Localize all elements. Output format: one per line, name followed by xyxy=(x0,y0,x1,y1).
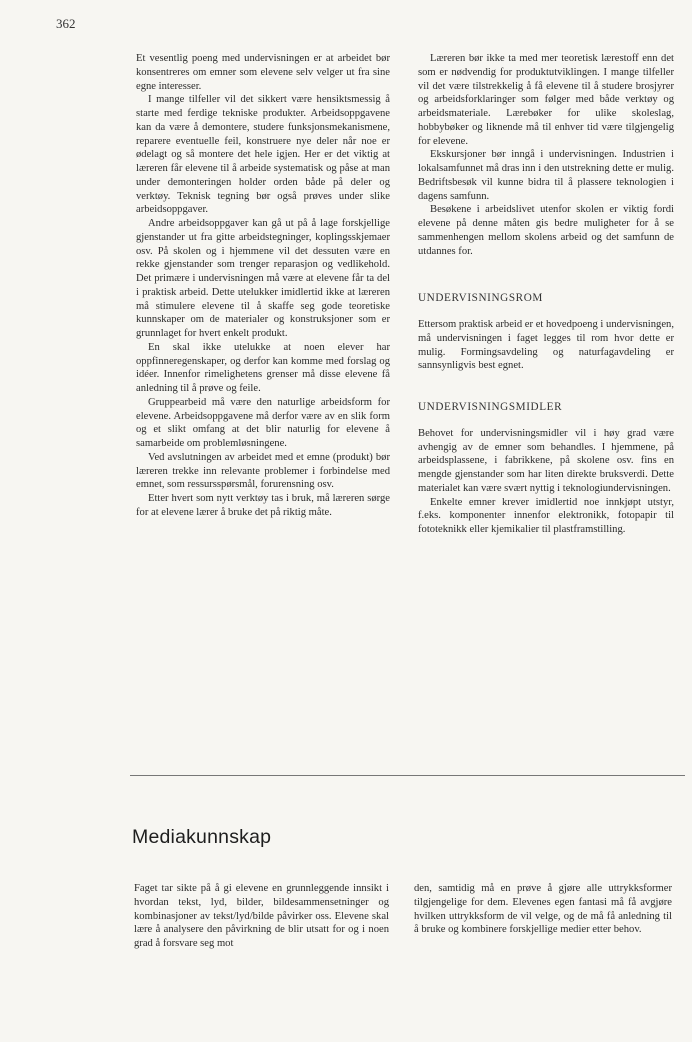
paragraph: En skal ikke utelukke at noen elever har oppfinneregenskaper, og derfor kan komme med forslag og idéer. Innenfor rimelighetens grenser må disse elevene få anledning til å prøve og feile. xyxy=(136,341,390,394)
page-number: 362 xyxy=(56,16,76,31)
paragraph: Læreren bør ikke ta med mer teoretisk lærestoff enn det som er nødvendig for produktutviklingen. I mange tilfeller vil det være tilstrekkelig å få elevene til å studere brosjyrer og arbeidsforklaringer som følger med både verktøy og arbeidsmateriale. Lærebøker for ulike skoleslag, hobbybøker og liknende må til enhver tid være tilgjengelig for elevene. xyxy=(418,53,674,147)
paragraph: Besøkene i arbeidslivet utenfor skolen er viktig fordi elevene på denne måten gis bedre muligheter for å se sammenhengen mellom skolens arbeid og det samfunn de utdannes for. xyxy=(418,204,674,257)
media-left-column xyxy=(134,882,389,951)
section-heading-undervisningsrom: UNDERVISNINGSROM xyxy=(418,292,543,305)
paragraph: Ved avslutningen av arbeidet med et emne (produkt) bør læreren trekke inn relevante problemer i forbindelse med emnet, som ressursspørsmål, forurensning osv. xyxy=(136,451,390,491)
paragraph: I mange tilfeller vil det sikkert være hensiktsmessig å starte med ferdige tekniske produkter. Arbeidsoppgavene kan da være å demontere, studere funksjonsmekanismene, reparere eventuelle feil, konstruere nye deler når noe er ødelagt og så montere det hele igjen. Her er det viktig at læreren får elevene til å arbeide systematisk og påse at man under demonteringen holder orden både på deler og verktøy. Teknisk tegning bør også prøves under slike arbeidsoppgaver. xyxy=(136,94,390,216)
section-heading-undervisningsmidler: UNDERVISNINGSMIDLER xyxy=(418,401,563,413)
media-right-column xyxy=(414,882,672,937)
paragraph: Et vesentlig poeng med undervisningen er at arbeidet bør konsentreres om emner som elevene selv velger ut fra sine egne interesser. xyxy=(136,53,390,92)
paragraph: Faget tar sikte på å gi elevene en grunnleggende innsikt i hvordan tekst, lyd, bilder, bildesammensetninger og kombinasjoner av tekst/lyd/bilde påvirker oss. Elevene skal lære å analysere den påvirkning de blir utsatt for og i noen grad å forsvare seg mot xyxy=(134,883,389,949)
paragraph: den, samtidig må en prøve å gjøre alle uttrykksformer tilgjengelige for dem. Elevenes egen fantasi må få avgjøre hvilken uttrykksform de vil velge, og de må få anledning til å bruke og kombinere forskjellige medier etter behov. xyxy=(414,883,672,936)
paragraph: Ettersom praktisk arbeid er et hovedpoeng i undervisningen, må undervisningen i faget legges til rom hvor dette er mulig. Formingsavdeling og naturfagavdeling er sannsynligvis best egnet. xyxy=(418,319,674,372)
left-text-column xyxy=(136,52,390,520)
section-title-mediakunnskap: Mediakunnskap xyxy=(132,826,272,848)
section-divider xyxy=(130,775,685,776)
paragraph: Gruppearbeid må være den naturlige arbeidsform for elevene. Arbeidsoppgavene må derfor være av en slik form og et slikt omfang at det blir naturlig for elevene å samarbeide om problemløsningene. xyxy=(136,396,390,449)
paragraph: Etter hvert som nytt verktøy tas i bruk, må læreren sørge for at elevene lærer å bruke det på riktig måte. xyxy=(136,493,390,518)
paragraph: Ekskursjoner bør inngå i undervisningen. Industrien i lokalsamfunnet må dras inn i den utstrekning dette er mulig. Bedriftsbesøk vil kunne bidra til å plassere teknologien i dagens samfunn. xyxy=(418,149,674,202)
paragraph: Andre arbeidsoppgaver kan gå ut på å lage forskjellige gjenstander ut fra gitte arbeidstegninger, koplingsskjemaer osv. På skolen og i hjemmene vil det dessuten være en rekke gjenstander som trenger reparasjon og vedlikehold. Det primære i undervisningen må være at elevene får ta del i praktisk arbeid. Dette utelukker imidlertid ikke at læreren må stimulere elevene til å skaffe seg gode teoretiske kunnskaper om de materialer og konstruksjoner som er grunnlaget for hvert enkelt produkt. xyxy=(136,218,390,339)
paragraph: Enkelte emner krever imidlertid noe innkjøpt utstyr, f.eks. komponenter innenfor elektronikk, fotopapir til fototeknikk eller kjemikalier til plastframstilling. xyxy=(418,496,674,535)
right-text-column xyxy=(418,52,674,537)
paragraph: Behovet for undervisningsmidler vil i høy grad være avhengig av de emner som behandles. I hjemmene, på arbeidsplassene, i fabrikkene, på skolene osv. fins en mengde gjenstander som har liten direkte bruksverdi. Dette materialet kan være svært nyttig i teknologiundervisningen. xyxy=(418,427,674,494)
